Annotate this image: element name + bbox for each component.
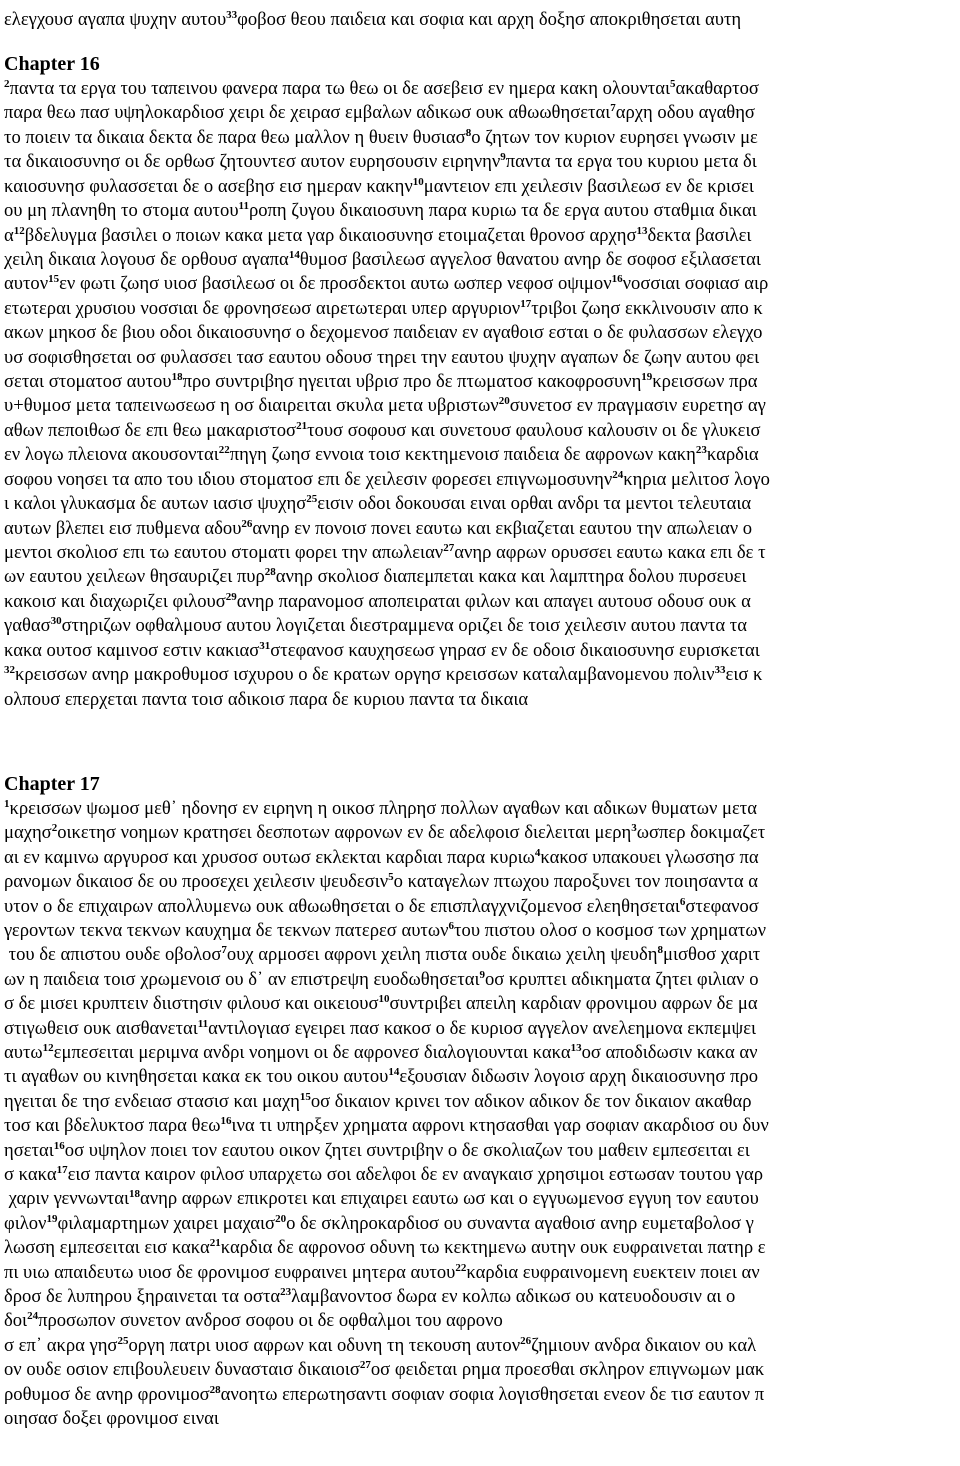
text-line: $\alpha^{12}\beta\delta\varepsilon\lambda\upsilon\gamma\mu\alpha$ βασιλει ο ποιων κακα μετα γαρ δικαιοσυνησ ετοιμαζεται θρονοσ αρχησ$^{13}$δεκτα βασιλει (4, 224, 752, 246)
text-line: χαριν γεννωνται$^{18}$ανηρ αφρων επικροτει και επιχαιρει εαυτω ωσ και ο εγγυωμενοσ εγγυη τον εαυτου (4, 1188, 759, 1210)
text-line: αυτον$^{15}$εν φωτι ζωησ υιοσ βασιλεωσ οι δε προσδεκτοι αυτω ωσπερ νεφοσ οψιμον$^{16}$νοσσιαι σοφιασ αιρ (4, 273, 769, 295)
text-line: ρανομων δικαιοσ δε ου προσεχει χειλεσιν ψευδεσιν$^5$ο καταγελων πτωχου παροξυνει τον ποιησαντα α (4, 871, 758, 893)
text-line: ετωτεραι χρυσιου νοσσιαι δε φρονησεωσ αιρετωτεραι υπερ αργυριον$^{17}$τριβοι ζωησ εκκλινουσιν απο κ (4, 297, 763, 319)
text-line: κακοισ και διαχωριζει φιλουσ$^{29}$ανηρ παρανομοσ αποπειραται φιλων και απαγει αυτουσ οδουσ ουκ α (4, 590, 751, 612)
text-line: ροθυμοσ δε ανηρ φρονιμοσ$^{28}$ανοητω επερωτησαντι σοφιαν σοφια λογισθησεται ενεον δε τισ εαυτον π (4, 1383, 765, 1405)
text-line: ον ουδε οσιον επιβουλευειν δυνασταισ δικαιοισ$^{27}$οσ φειδεται ρημα προεσθαι σκληρον επιγνωμων μακ (4, 1359, 765, 1381)
text-line: ολπουσ επερχεται παντα τοισ αδικοισ παρα δε κυριου παντα τα δικαια (4, 688, 529, 710)
text-line: γεροντων τεκνα τεκνων καυχημα δε τεκνων πατερεσ αυτων$^6$του πιστου ολοσ ο κοσμοσ των χρηματων (4, 919, 767, 941)
text-line: ηγειται δε τησ ενδειασ στασισ και μαχη$^{15}$οσ δικαιον κρινει τον αδικον αδικον δε τον δικαιον ακαθαρ (4, 1090, 752, 1112)
text-line: φιλον$^{19}$φιλαμαρτημων χαιρει μαχαισ$^{20}$ο δε σκληροκαρδιοσ ου συναντα αγαθοισ ανηρ ευμεταβολοσ γ (4, 1212, 754, 1234)
text-line: σ επ᾽ ακρα γησ$^{25}$οργη πατρι υιοσ αφρων και οδυνη τη τεκουση αυτον$^{26}$ζημιουν ανδρα δικαιον ου καλ (4, 1334, 757, 1356)
text-line: στιγωθεισ ουκ αισθανεται$^{11}$αντιλογιασ εγειρει πασ κακοσ ο δε κυριοσ αγγελον ανελεημονα εκπεμψει (4, 1017, 757, 1039)
text-line: σ κακα$^{17}$εισ παντα καιρον φιλοσ υπαρχετω σοι αδελφοι δε εν αναγκαισ χρησιμοι εστωσαν τουτου γαρ (4, 1163, 763, 1185)
text-line: υ+θυμοσ μετα ταπεινωσεωσ η οσ διαιρειται σκυλα μετα υβριστων$^{20}$συνετοσ εν πραγμασιν ευρετησ αγ (4, 395, 766, 417)
text-line: αθων πεποιθωσ δε επι θεω μακαριστοσ$^{21}$τουσ σοφουσ και συνετουσ φαυλουσ καλουσιν οι δε γλυκεισ (4, 419, 761, 441)
text-line: καιοσυνησ φυλασσεται δε ο ασεβησ εισ ημεραν κακην$^{10}$μαντειον επι χειλεσιν βασιλεωσ εν δε κρισει (4, 175, 754, 197)
text-line: ου μη πλανηθη το στομα αυτου$^{11}$ροπη ζυγου δικαιοσυνη παρα κυριω τα δε εργα αυτου σταθμια δικαι (4, 199, 757, 222)
text-line: σοφου νοησει τα απο του ιδιου στοματοσ επι δε χειλεσιν φορεσει επιγνωμοσυνην$^{24}$κηρια μελιτοσ λογο (4, 468, 770, 490)
text-line: τοσ και βδελυκτοσ παρα θεω$^{16}$ινα τι υπηρξεν χρηματα αφρονι κτησασθαι γαρ σοφιαν ακαρδιοσ ου δυν (4, 1115, 769, 1137)
text-line: του δε απιστου ουδε οβολοσ$^7$ουχ αρμοσει αφρονι χειλη πιστα ουδε δικαιω χειλη ψευδη$^8$μισθοσ χαριτ (4, 944, 761, 966)
text-line: μαχησ$^2$οικετησ νοημων κρατησει δεσποτων αφρονων εν δε αδελφοισ διελειται μερη$^3$ωσπερ δοκιμαζετ (4, 822, 766, 844)
text-line: μεντοι σκολιοσ επι τω εαυτου στοματι φορει την απωλειαν$^{27}$ανηρ αφρων ορυσσει εαυτω κακα επι δε τ (4, 541, 766, 563)
text-line: ων εαυτου χειλεων θησαυριζει πυρ$^{28}$ανηρ σκολιοσ διαπεμπεται κακα και λαμπτηρα δολου πυρσευει (4, 566, 747, 588)
text-line: $^1$κρεισσων ψωμοσ μεθ᾽ ηδονησ εν ειρηνη η οικοσ πληρησ πολλων αγαθων και αδικων θυματων μετα (4, 797, 758, 819)
text-line: δροσ δε λυπηρου ξηραινεται τα οστα$^{23}$λαμβανοντοσ δωρα εν κολπω αδικωσ ου κατευοδουσιν αι ο (4, 1285, 736, 1307)
text-line: γαθασ$^{30}$στηριζων οφθαλμουσ αυτου λογιζεται διεστραμμενα οριζει δε τοισ χειλεσιν αυτου παντα τα (4, 615, 747, 637)
text-line: χειλη δικαια λογουσ δε ορθουσ αγαπα$^{14}$θυμοσ βασιλεωσ αγγελοσ θανατου ανηρ δε σοφοσ εξιλασεται (4, 248, 761, 270)
text-line: σ δε μισει κρυπτειν διιστησιν φιλουσ και οικειουσ$^{10}$συντριβει απειλη καρδιαν φρονιμου αφρων δε μα (4, 993, 758, 1015)
text-line: υτον ο δε επιχαιρων απολλυμενω ουκ αθωωθησεται ο δε επισπλαγχνιζομενοσ ελεηθησεται$^6$στεφανοσ (4, 895, 759, 917)
text-line: αυτω$^{12}$εμπεσειται μεριμνα ανδρι νοημονι οι δε αφρονεσ διαλογιουνται κακα$^{13}$οσ αποδιδωσιν κακα αν (4, 1041, 758, 1063)
chapter-17-heading: Chapter 17 (4, 773, 100, 795)
text-line: κακα ουτοσ καμινοσ εστιν κακιασ$^{31}$στεφανοσ καυχησεωσ γηρασ εν δε οδοισ δικαιοσυνησ ευρισκεται (4, 639, 760, 661)
text-line: ων η παιδεια τοισ χρωμενοισ ου δ᾽ αν επιστρεψη ευοδωθησεται$^9$οσ κρυπτει αδικηματα ζητει φιλιαν ο (4, 968, 759, 990)
text-line: υσ σοφισθησεται οσ φυλασσει τασ εαυτου οδουσ τηρει την εαυτου ψυχην αγαπων δε ζωην αυτου φει (4, 346, 760, 368)
text-line: ακων μηκοσ δε βιου οδοι δικαιοσυνησ ο δεχομενοσ παιδειαν εν αγαθοισ εσται ο δε φυλασσων ελεγχο (4, 322, 763, 344)
chapter-16-heading: Chapter 16 (4, 53, 100, 75)
text-line: τα δικαιοσυνησ οι δε ορθωσ ζητουντεσ αυτον ευρησουσιν ειρηνην$^9$παντα τα εργα του κυριου μετα δι (4, 151, 757, 173)
text-line: εν λογω πλειονα ακουσονται$^{22}$πηγη ζωησ εννοια τοισ κεκτημενοισ παιδεια δε αφρονων κακη$^{23}$καρδια (4, 444, 759, 466)
text-line: οιησασ δοξει φρονιμοσ ειναι (4, 1408, 219, 1429)
text-line: τι αγαθων ου κινηθησεται κακα εκ του οικου αυτου$^{14}$εξουσιαν διδωσιν λογοισ αρχη δικαιοσυνησ προ (4, 1066, 759, 1088)
text-line: αυτων βλεπει εισ πυθμενα αδου$^{26}$ανηρ εν πονοισ πονει εαυτω και εκβιαζεται εαυτου την απωλειαν ο (4, 517, 753, 539)
text-line: ησεται$^{16}$οσ υψηλον ποιει τον εαυτου οικον ζητει συντριβην ο δε σκολιαζων του μαθειν εμπεσειται ει (4, 1139, 750, 1161)
text-line: το ποιειν τα δικαια δεκτα δε παρα θεω μαλλον η θυειν θυσιασ$^8$ο ζητων τον κυριον ευρησει γνωσιν με (4, 126, 758, 148)
text-line: παρα θεω πασ υψηλοκαρδιοσ χειρι δε χειρασ εμβαλων αδικωσ ουκ αθωωθησεται$^7$αρχη οδου αγαθησ (4, 102, 755, 124)
text-line: $^2$παντα τα εργα του ταπεινου φανερα παρα τω θεω οι δε ασεβεισ εν ημερα κακη ολουνται$^5$ακαθαρτοσ (4, 77, 759, 99)
text-line: λωσση εμπεσειται εισ κακα$^{21}$καρδια δε αφρονοσ οδυνη τω κεκτημενω αυτην ουκ ευφραινεται πατηρ ε (4, 1237, 766, 1259)
text-line: $^{32}$κρεισσων ανηρ μακροθυμοσ ισχυρου ο δε κρατων οργησ κρεισσων καταλαμβανομενου πολιν$^{33}$εισ κ (4, 663, 763, 686)
intro-line: ελεγχουσ αγαπα ψυχην αυτου$^{33}$φοβοσ θεου παιδεια και σοφια και αρχη δοξησ αποκριθησεται αυτη (4, 8, 742, 30)
text-line: πι υιω απαιδευτω υιοσ δε φρονιμοσ ευφραινει μητερα αυτου$^{22}$καρδια ευφραινομενη ευεκτειν ποιει αν (4, 1261, 760, 1283)
text-line: αι εν καμινω αργυροσ και χρυσοσ ουτωσ εκλεκται καρδιαι παρα κυριω$^4$κακοσ υπακουει γλωσσησ πα (4, 846, 759, 868)
text-line: ι καλοι γλυκασμα δε αυτων ιασισ ψυχησ$^{25}$εισιν οδοι δοκουσαι ειναι ορθαι ανδρι τα μεντοι τελευταια (4, 492, 752, 515)
text-line: σεται στοματοσ αυτου$^{18}$προ συντριβησ ηγειται υβρισ προ δε πτωματοσ κακοφροσυνη$^{19}$κρεισσων πρα (4, 370, 758, 393)
text-line: δοι$^{24}$προσωπον συνετον ανδροσ σοφου οι δε οφθαλμοι του αφρονο (4, 1310, 503, 1332)
